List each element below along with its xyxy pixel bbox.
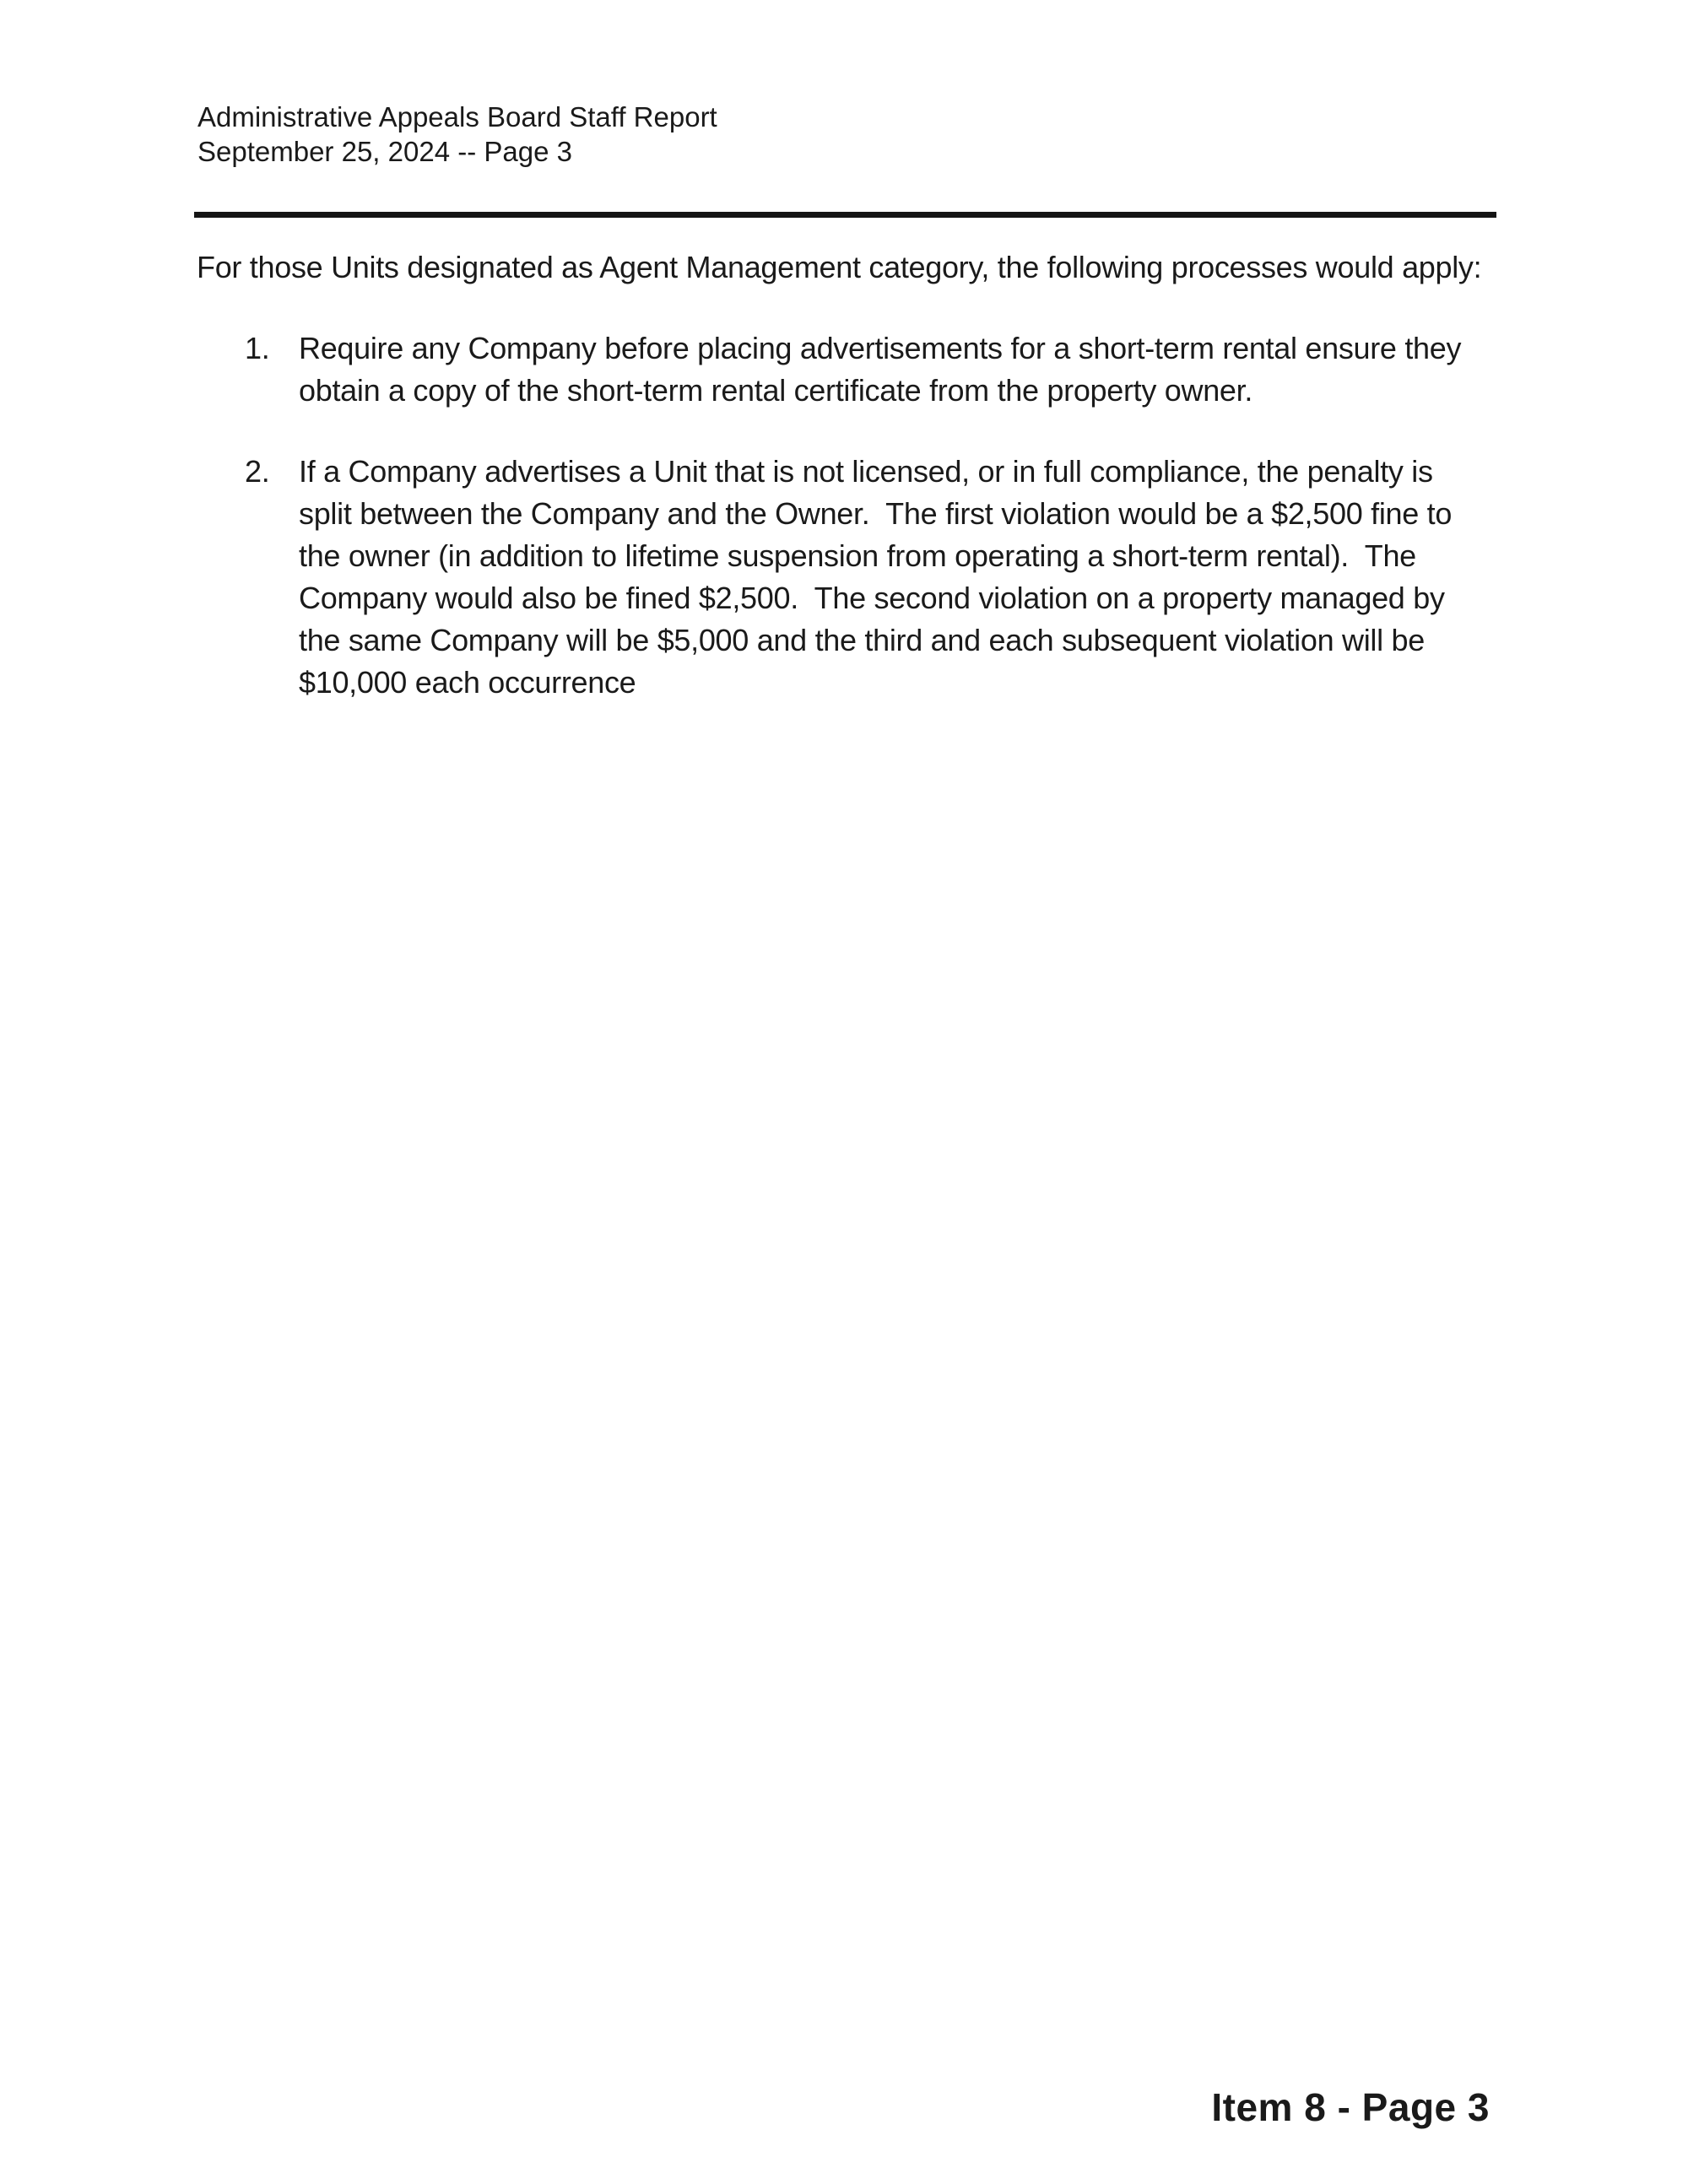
intro-paragraph: For those Units designated as Agent Management category, the following processes would apply: (197, 250, 1482, 284)
footer-page-label: Item 8 - Page 3 (1211, 2085, 1490, 2129)
list-item-text: Require any Company before placing advertisements for a short-term rental ensure they obtain a copy of the short-term rental certificate from the property owner. (299, 331, 1469, 408)
header-rule (194, 212, 1496, 218)
list-item-text: If a Company advertises a Unit that is not licensed, or in full compliance, the penalty is split between the Company and the Owner. The first violation would be a $2,500 fine to the owner (in addition to lifetime suspension from operating a short-term rental). The Company would also be fined $2,500. The second violation on a property managed by the same Company will be $5,000 and the third and each subsequent violation will be $10,000 each occurrence (299, 454, 1460, 700)
list-item-number: 1. (245, 331, 270, 365)
header-date-page: September 25, 2024 -- Page 3 (197, 136, 572, 167)
list-item (197, 451, 1496, 704)
numbered-list (197, 327, 1496, 704)
list-item-number: 2. (245, 454, 270, 489)
page-header (197, 100, 717, 169)
header-report-title: Administrative Appeals Board Staff Report (197, 101, 717, 132)
list-item (197, 327, 1496, 412)
document-body (197, 246, 1496, 743)
